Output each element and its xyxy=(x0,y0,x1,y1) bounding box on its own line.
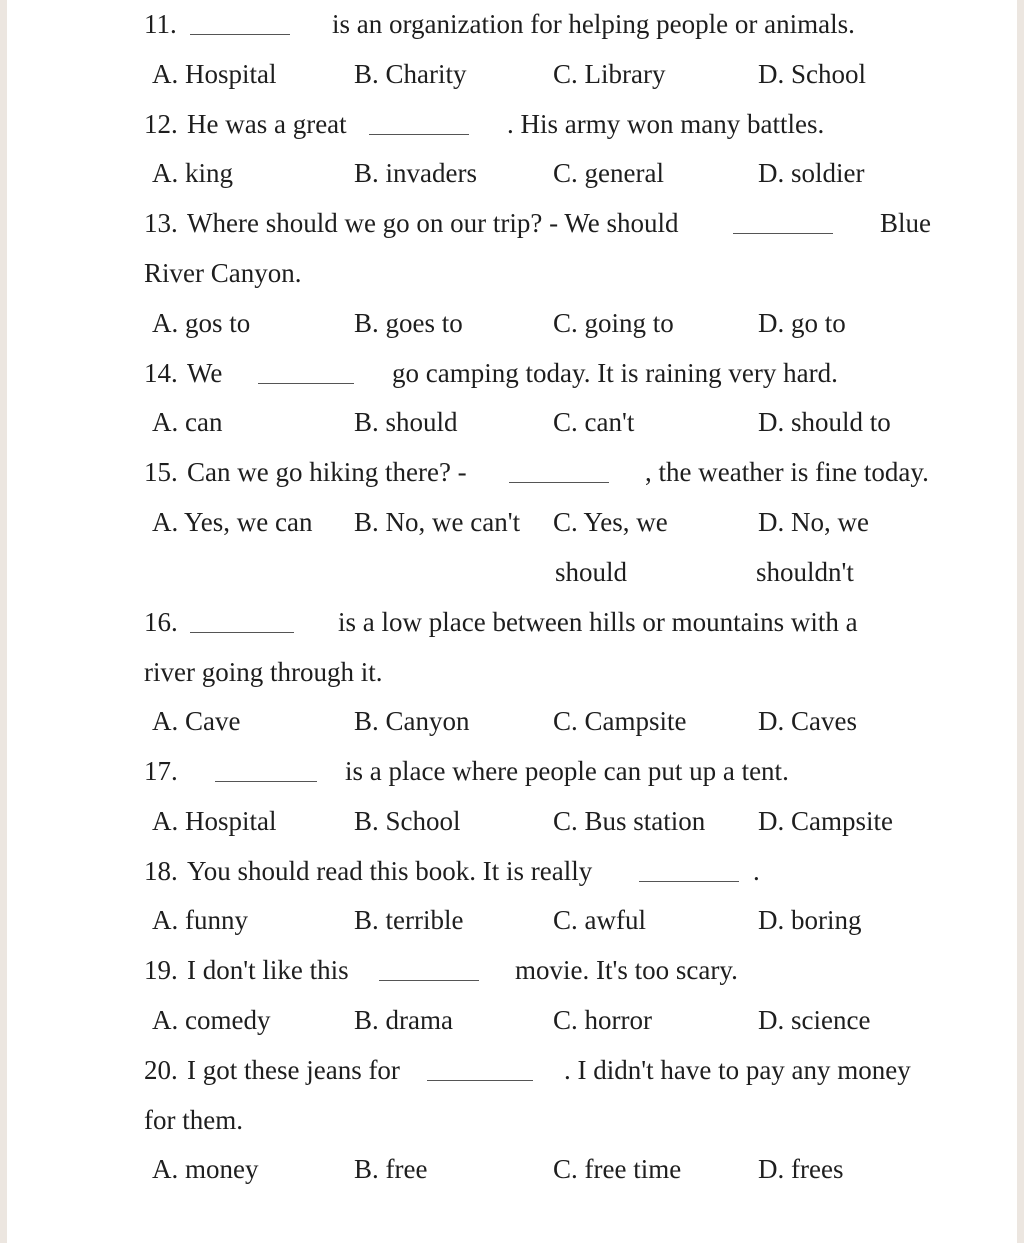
answer-blank xyxy=(733,233,833,234)
question-text-continued: for them. xyxy=(144,1105,243,1135)
option-b[interactable]: B. goes to xyxy=(354,308,463,338)
option-a[interactable]: A. money xyxy=(152,1154,259,1184)
question-number: 13. xyxy=(144,208,178,238)
worksheet xyxy=(7,0,1017,1243)
option-b[interactable]: B. School xyxy=(354,806,461,836)
option-d-wrap[interactable]: shouldn't xyxy=(756,557,854,587)
question-number: 19. xyxy=(144,955,178,985)
question-text-continued: river going through it. xyxy=(144,657,383,687)
option-a[interactable]: A. Yes, we can xyxy=(152,507,313,537)
option-c[interactable]: C. going to xyxy=(553,308,674,338)
option-b[interactable]: B. free xyxy=(354,1154,428,1184)
option-d[interactable]: D. should to xyxy=(758,407,891,437)
question-text-continued: River Canyon. xyxy=(144,258,302,288)
option-a[interactable]: A. comedy xyxy=(152,1005,271,1035)
question-text: is an organization for helping people or animals. xyxy=(332,9,855,39)
option-b[interactable]: B. Canyon xyxy=(354,706,470,736)
option-c[interactable]: C. Library xyxy=(553,59,666,89)
question-number: 11. xyxy=(144,9,177,39)
answer-blank xyxy=(369,134,469,135)
option-d[interactable]: D. boring xyxy=(758,905,862,935)
question-text-end: go camping today. It is raining very hard. xyxy=(392,358,838,388)
question-text-end: movie. It's too scary. xyxy=(515,955,738,985)
option-b[interactable]: B. No, we can't xyxy=(354,507,521,537)
option-c[interactable]: C. Bus station xyxy=(553,806,706,836)
option-c[interactable]: C. awful xyxy=(553,905,646,935)
option-d[interactable]: D. go to xyxy=(758,308,846,338)
answer-blank xyxy=(190,632,294,633)
question-text-end: . I didn't have to pay any money xyxy=(564,1055,911,1085)
question-text-end: , the weather is fine today. xyxy=(645,457,929,487)
question-text-end: . xyxy=(753,856,760,886)
answer-blank xyxy=(639,881,739,882)
option-d[interactable]: D. No, we xyxy=(758,507,869,537)
answer-blank xyxy=(215,781,317,782)
question-text: Where should we go on our trip? - We should xyxy=(187,208,679,238)
answer-blank xyxy=(258,383,354,384)
question-text-end: Blue xyxy=(880,208,931,238)
option-a[interactable]: A. can xyxy=(152,407,223,437)
option-a[interactable]: A. Cave xyxy=(152,706,241,736)
option-b[interactable]: B. should xyxy=(354,407,458,437)
question-number: 16. xyxy=(144,607,178,637)
answer-blank xyxy=(427,1080,533,1081)
option-c[interactable]: C. general xyxy=(553,158,664,188)
question-text: You should read this book. It is really xyxy=(187,856,593,886)
option-b[interactable]: B. Charity xyxy=(354,59,467,89)
question-text: I don't like this xyxy=(187,955,349,985)
answer-blank xyxy=(509,482,609,483)
question-text-end: . His army won many battles. xyxy=(507,109,825,139)
option-a[interactable]: A. Hospital xyxy=(152,59,277,89)
question-text: Can we go hiking there? - xyxy=(187,457,467,487)
option-a[interactable]: A. king xyxy=(152,158,233,188)
question-number: 12. xyxy=(144,109,178,139)
option-d[interactable]: D. Caves xyxy=(758,706,857,736)
option-d[interactable]: D. soldier xyxy=(758,158,865,188)
option-b[interactable]: B. terrible xyxy=(354,905,464,935)
option-a[interactable]: A. gos to xyxy=(152,308,251,338)
option-d[interactable]: D. science xyxy=(758,1005,871,1035)
question-text: is a low place between hills or mountains with a xyxy=(338,607,858,637)
option-b[interactable]: B. invaders xyxy=(354,158,477,188)
question-number: 15. xyxy=(144,457,178,487)
option-d[interactable]: D. frees xyxy=(758,1154,844,1184)
question-number: 17. xyxy=(144,756,178,786)
answer-blank xyxy=(190,34,290,35)
question-number: 20. xyxy=(144,1055,178,1085)
option-c[interactable]: C. can't xyxy=(553,407,635,437)
option-a[interactable]: A. funny xyxy=(152,905,248,935)
question-text: is a place where people can put up a tent. xyxy=(345,756,789,786)
option-c-wrap[interactable]: should xyxy=(555,557,628,587)
option-a[interactable]: A. Hospital xyxy=(152,806,277,836)
question-text: I got these jeans for xyxy=(187,1055,400,1085)
question-number: 18. xyxy=(144,856,178,886)
question-text: He was a great xyxy=(187,109,347,139)
question-text: We xyxy=(187,358,223,388)
option-c[interactable]: C. free time xyxy=(553,1154,682,1184)
option-d[interactable]: D. Campsite xyxy=(758,806,893,836)
answer-blank xyxy=(379,980,479,981)
option-c[interactable]: C. Yes, we xyxy=(553,507,668,537)
option-c[interactable]: C. Campsite xyxy=(553,706,687,736)
option-d[interactable]: D. School xyxy=(758,59,866,89)
option-b[interactable]: B. drama xyxy=(354,1005,453,1035)
question-number: 14. xyxy=(144,358,178,388)
option-c[interactable]: C. horror xyxy=(553,1005,652,1035)
